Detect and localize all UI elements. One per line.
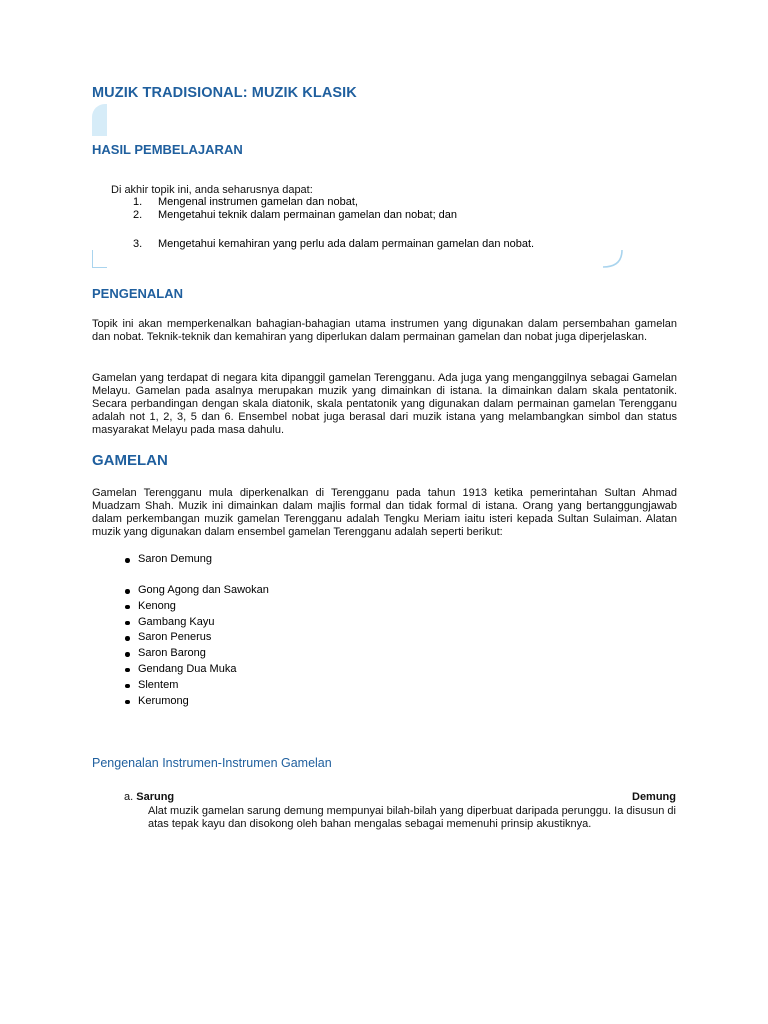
list-item: 3. Mengetahui kemahiran yang perlu ada dalam permainan gamelan dan nobat. — [133, 238, 535, 250]
list-item: Saron Penerus — [124, 630, 424, 646]
gamelan-heading: GAMELAN — [92, 452, 168, 469]
list-item: Slentem — [124, 678, 424, 694]
list-item: Gong Agong dan Sawokan — [124, 583, 424, 599]
introduction-paragraph-1: Topik ini akan memperkenalkan bahagian-bahagian utama instrumen yang digunakan dalam persembahan gamelan dan nobat. Teknik-teknik dan kemahiran yang diperlukan dalam permainan gamelan dan nobat juga diperjelaskan. — [92, 318, 677, 343]
list-item: Kenong — [124, 599, 424, 615]
instrument-a-name-right: Demung — [632, 791, 676, 803]
decorative-corner-left — [92, 250, 107, 268]
list-item: 1. Mengenal instrumen gamelan dan nobat, — [133, 196, 358, 208]
list-item: Gendang Dua Muka — [124, 662, 424, 678]
instrument-list — [124, 583, 424, 709]
learning-outcomes-list — [133, 196, 633, 251]
decorative-tab — [92, 104, 107, 136]
learning-outcomes-intro: Di akhir topik ini, anda seharusnya dapat: — [111, 184, 313, 196]
instrument-a-description: Alat muzik gamelan sarung demung mempunyai bilah-bilah yang diperbuat daripada perunggu. Ia disusun di atas tepak kayu dan disokong oleh bahan mengalas sebagai memenuhi prinsip akustiknya. — [148, 805, 676, 830]
introduction-paragraph-2: Gamelan yang terdapat di negara kita dipanggil gamelan Terengganu. Ada juga yang menganggilnya sebagai Gamelan Melayu. Gamelan pada asalnya merupakan muzik yang dimainkan di istana. Ia dimainkan dalam skala pentatonik. Secara perbandingan dengan skala diatonik, skala pentatonik yang digunakan dalam permainan gamelan Terengganu adalah not 1, 2, 3, 5 dan 6. Ensembel nobat juga berasal dari muzik istana yang melambangkan simbol dan status masyarakat Melayu pada masa dahulu. — [92, 372, 677, 436]
list-item: 2. Mengetahui teknik dalam permainan gamelan dan nobat; dan — [133, 209, 458, 221]
introduction-heading: PENGENALAN — [92, 286, 184, 301]
list-item: Kerumong — [124, 694, 424, 710]
decorative-curve-right — [600, 248, 626, 272]
gamelan-paragraph: Gamelan Terengganu mula diperkenalkan di Terengganu pada tahun 1913 ketika pemerintahan Sultan Ahmad Muadzam Shah. Muzik ini dimainkan dalam majlis formal dan tidak formal di istana. Orang yang bertanggungjawab dalam perkembangan muzik gamelan Terengganu adalah Tengku Meriam iaitu isteri kepada Sultan Sulaiman. Alatan muzik yang digunakan dalam ensembel gamelan Terengganu adalah seperti berikut: — [92, 487, 677, 538]
learning-outcomes-heading: HASIL PEMBELAJARAN — [92, 142, 243, 157]
instrument-a-letter: a. — [124, 791, 134, 803]
list-item: Gambang Kayu — [124, 615, 424, 631]
list-item: Saron Demung — [124, 552, 424, 568]
instruments-intro-heading: Pengenalan Instrumen-Instrumen Gamelan — [92, 756, 332, 770]
instrument-a-title-row — [124, 791, 676, 805]
instrument-a-name-left: Sarung — [136, 791, 175, 803]
instrument-list-first — [124, 552, 424, 568]
list-item: Saron Barong — [124, 646, 424, 662]
page-title: MUZIK TRADISIONAL: MUZIK KLASIK — [92, 85, 357, 101]
